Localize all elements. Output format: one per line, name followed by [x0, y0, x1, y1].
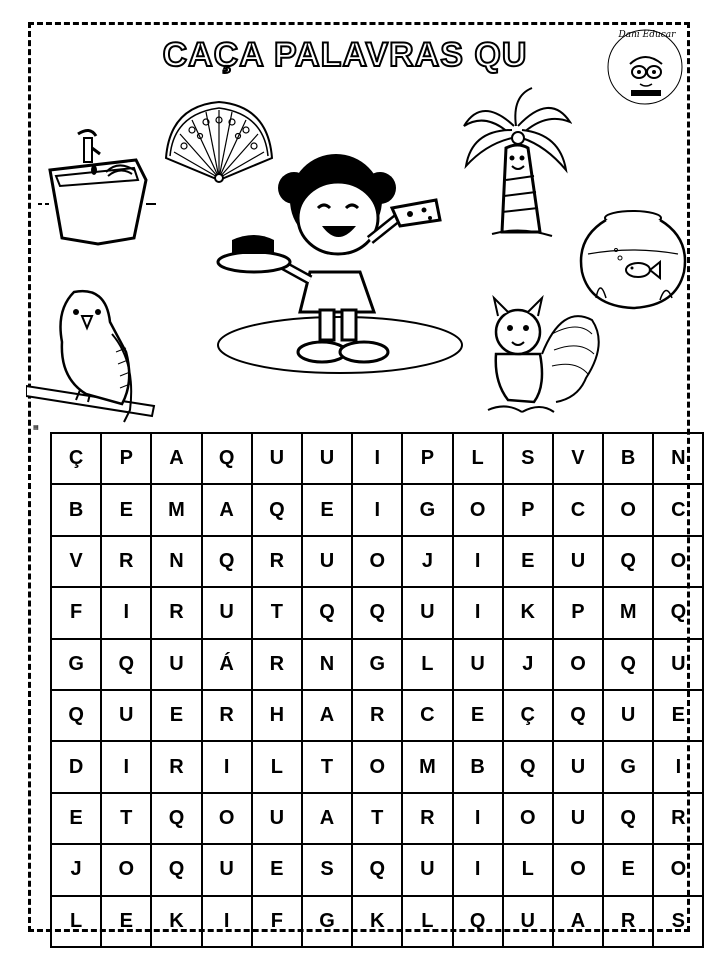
grid-cell[interactable]: R	[603, 896, 653, 947]
grid-cell[interactable]: O	[603, 484, 653, 535]
grid-cell[interactable]: O	[553, 844, 603, 895]
grid-row	[51, 793, 703, 844]
grid-row	[51, 844, 703, 895]
grid-cell[interactable]: O	[503, 793, 553, 844]
grid-cell[interactable]: E	[603, 844, 653, 895]
grid-cell[interactable]: K	[151, 896, 201, 947]
grid-cell[interactable]: Q	[453, 896, 503, 947]
word-search-grid	[50, 432, 704, 948]
grid-cell[interactable]: U	[252, 433, 302, 484]
grid-cell[interactable]: L	[252, 741, 302, 792]
grid-cell[interactable]: O	[653, 844, 703, 895]
grid-cell[interactable]: E	[302, 484, 352, 535]
grid-row	[51, 484, 703, 535]
grid-cell[interactable]: L	[453, 433, 503, 484]
grid-cell[interactable]: R	[252, 639, 302, 690]
grid-cell[interactable]: B	[51, 484, 101, 535]
grid-cell[interactable]: I	[453, 844, 503, 895]
grid-cell[interactable]: P	[101, 433, 151, 484]
grid-cell[interactable]: E	[101, 484, 151, 535]
grid-cell[interactable]: Q	[101, 639, 151, 690]
grid-cell[interactable]: G	[302, 896, 352, 947]
grid-cell[interactable]: K	[352, 896, 402, 947]
grid-cell[interactable]: I	[352, 484, 402, 535]
grid-cell[interactable]: E	[252, 844, 302, 895]
page-title: CAÇA PALAVRAS QU	[162, 36, 528, 74]
grid-cell[interactable]: Q	[302, 587, 352, 638]
grid-cell[interactable]: I	[101, 741, 151, 792]
grid-cell[interactable]: U	[553, 793, 603, 844]
grid-cell[interactable]: I	[202, 741, 252, 792]
grid-cell[interactable]: Q	[202, 536, 252, 587]
grid-cell[interactable]: R	[352, 690, 402, 741]
grid-cell[interactable]: Q	[151, 793, 201, 844]
grid-cell[interactable]: J	[402, 536, 452, 587]
grid-cell[interactable]: R	[402, 793, 452, 844]
grid-cell[interactable]: I	[101, 587, 151, 638]
grid-row	[51, 536, 703, 587]
grid-cell[interactable]: L	[503, 844, 553, 895]
grid-cell[interactable]: O	[101, 844, 151, 895]
palm-tree-icon	[462, 86, 572, 246]
grid-row	[51, 433, 703, 484]
grid-cell[interactable]: F	[51, 587, 101, 638]
grid-cell[interactable]: Á	[202, 639, 252, 690]
grid-cell[interactable]: Q	[252, 484, 302, 535]
grid-row	[51, 741, 703, 792]
parakeet-icon	[26, 282, 158, 432]
squirrel-icon	[482, 294, 606, 420]
grid-cell[interactable]: P	[553, 587, 603, 638]
grid-cell[interactable]: G	[603, 741, 653, 792]
grid-cell[interactable]: U	[402, 587, 452, 638]
grid-cell[interactable]: Q	[503, 741, 553, 792]
grid-cell[interactable]: Ç	[51, 433, 101, 484]
grid-cell[interactable]: E	[503, 536, 553, 587]
grid-cell[interactable]: A	[553, 896, 603, 947]
child-icon	[210, 130, 470, 376]
grid-cell[interactable]: R	[101, 536, 151, 587]
grid-cell[interactable]: B	[603, 433, 653, 484]
grid-cell[interactable]: M	[402, 741, 452, 792]
sink-icon	[38, 120, 156, 250]
grid-cell[interactable]: U	[553, 741, 603, 792]
grid-cell[interactable]: L	[402, 639, 452, 690]
grid-cell[interactable]: U	[151, 639, 201, 690]
grid-cell[interactable]: Q	[202, 433, 252, 484]
grid-cell[interactable]: J	[51, 844, 101, 895]
grid-cell[interactable]: I	[453, 587, 503, 638]
grid-cell[interactable]: Q	[51, 690, 101, 741]
grid-cell[interactable]: Q	[603, 639, 653, 690]
grid-cell[interactable]: O	[352, 536, 402, 587]
grid-cell[interactable]: V	[51, 536, 101, 587]
grid-cell[interactable]: P	[402, 433, 452, 484]
logo-text: Dani Educar	[618, 30, 676, 40]
grid-cell[interactable]: E	[101, 896, 151, 947]
grid-cell[interactable]: O	[553, 639, 603, 690]
grid-cell[interactable]: U	[453, 639, 503, 690]
grid-cell[interactable]: N	[151, 536, 201, 587]
grid-cell[interactable]: V	[553, 433, 603, 484]
grid-cell[interactable]: R	[653, 793, 703, 844]
grid-cell[interactable]: N	[653, 433, 703, 484]
grid-row	[51, 896, 703, 947]
grid-cell[interactable]: C	[653, 484, 703, 535]
grid-cell[interactable]: L	[402, 896, 452, 947]
grid-cell[interactable]: U	[101, 690, 151, 741]
grid-row	[51, 690, 703, 741]
grid-cell[interactable]: T	[252, 587, 302, 638]
grid-cell[interactable]: S	[302, 844, 352, 895]
grid-cell[interactable]: E	[453, 690, 503, 741]
grid-cell[interactable]: J	[503, 639, 553, 690]
grid-cell[interactable]: A	[151, 433, 201, 484]
grid-cell[interactable]: I	[453, 793, 503, 844]
stamp-mark: ▦	[33, 425, 39, 431]
grid-cell[interactable]: Q	[653, 587, 703, 638]
grid-cell[interactable]: U	[603, 690, 653, 741]
grid-cell[interactable]: G	[352, 639, 402, 690]
grid-cell[interactable]: U	[402, 844, 452, 895]
grid-cell[interactable]: D	[51, 741, 101, 792]
grid-cell[interactable]: T	[302, 741, 352, 792]
grid-cell[interactable]: B	[453, 741, 503, 792]
grid-cell[interactable]: E	[653, 690, 703, 741]
grid-cell[interactable]: U	[553, 536, 603, 587]
grid-cell[interactable]: Q	[553, 690, 603, 741]
grid-cell[interactable]: M	[603, 587, 653, 638]
grid-cell[interactable]: R	[252, 536, 302, 587]
grid-cell[interactable]: U	[202, 844, 252, 895]
grid-cell[interactable]: K	[503, 587, 553, 638]
grid-cell[interactable]: G	[402, 484, 452, 535]
grid-cell[interactable]: P	[503, 484, 553, 535]
grid-cell[interactable]: R	[151, 587, 201, 638]
grid-cell[interactable]: N	[302, 639, 352, 690]
grid-cell[interactable]: A	[302, 793, 352, 844]
grid-cell[interactable]: U	[653, 639, 703, 690]
grid-cell[interactable]: I	[202, 896, 252, 947]
grid-row	[51, 587, 703, 638]
grid-cell[interactable]: F	[252, 896, 302, 947]
grid-cell[interactable]: I	[453, 536, 503, 587]
grid-cell[interactable]: T	[101, 793, 151, 844]
grid-cell[interactable]: M	[151, 484, 201, 535]
grid-cell[interactable]: U	[302, 536, 352, 587]
grid-cell[interactable]: H	[252, 690, 302, 741]
grid-cell[interactable]: U	[202, 587, 252, 638]
grid-cell[interactable]: S	[653, 896, 703, 947]
grid-cell[interactable]: O	[653, 536, 703, 587]
grid-cell[interactable]: Q	[151, 844, 201, 895]
grid-cell[interactable]: R	[202, 690, 252, 741]
grid-cell[interactable]: E	[151, 690, 201, 741]
grid-cell[interactable]: A	[302, 690, 352, 741]
grid-cell[interactable]: E	[51, 793, 101, 844]
grid-cell[interactable]: O	[453, 484, 503, 535]
grid-cell[interactable]: G	[51, 639, 101, 690]
grid-cell[interactable]: O	[202, 793, 252, 844]
grid-cell[interactable]: A	[202, 484, 252, 535]
grid-cell[interactable]: L	[51, 896, 101, 947]
grid-cell[interactable]: S	[503, 433, 553, 484]
grid-cell[interactable]: U	[503, 896, 553, 947]
grid-cell[interactable]: Ç	[503, 690, 553, 741]
grid-cell[interactable]: T	[352, 793, 402, 844]
grid-cell[interactable]: C	[553, 484, 603, 535]
grid-cell[interactable]: Q	[352, 844, 402, 895]
grid-cell[interactable]: O	[352, 741, 402, 792]
grid-cell[interactable]: U	[252, 793, 302, 844]
grid-cell[interactable]: R	[151, 741, 201, 792]
grid-cell[interactable]: Q	[352, 587, 402, 638]
grid-row	[51, 639, 703, 690]
grid-cell[interactable]: C	[402, 690, 452, 741]
grid-cell[interactable]: Q	[603, 793, 653, 844]
grid-cell[interactable]: Q	[603, 536, 653, 587]
grid-cell[interactable]: I	[352, 433, 402, 484]
grid-cell[interactable]: I	[653, 741, 703, 792]
grid-cell[interactable]: U	[302, 433, 352, 484]
